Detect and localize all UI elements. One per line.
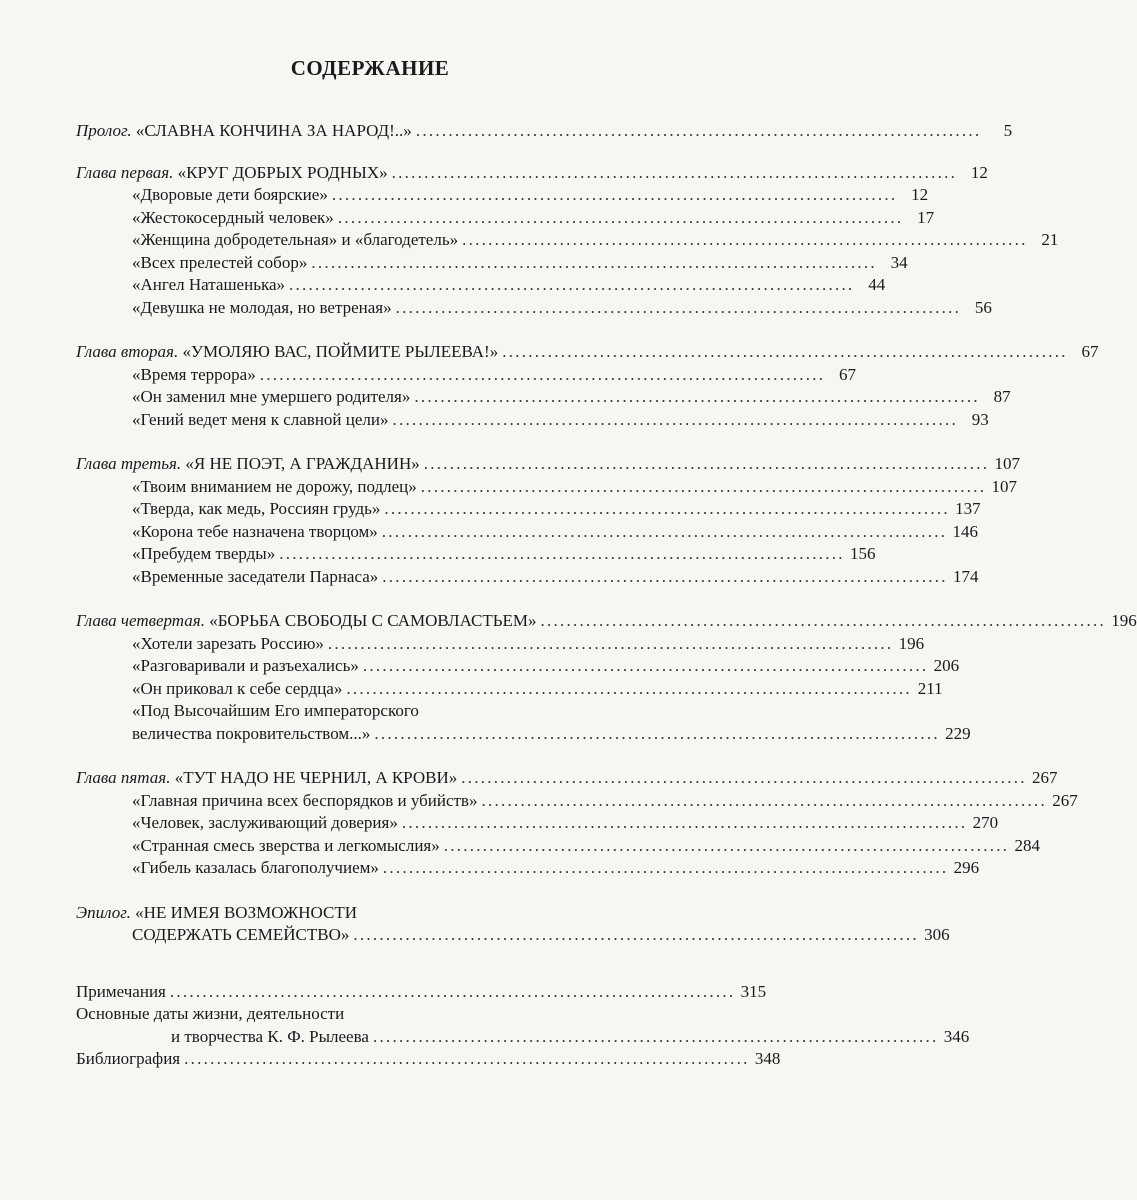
entry-title: «Гений ведет меня к славной цели» <box>132 409 389 429</box>
page-number: 206 <box>933 656 960 675</box>
entry-title: «Он приковал к себе сердца» <box>132 678 343 698</box>
page-number: 21 <box>1041 230 1059 249</box>
toc-entry-section <box>76 678 943 701</box>
page-number: 196 <box>1111 611 1137 630</box>
leader-dots <box>414 386 976 409</box>
page-number: 270 <box>972 813 999 832</box>
page-number: 107 <box>994 454 1020 473</box>
leader-dots <box>421 476 983 499</box>
toc-entry-epilogue <box>76 902 666 925</box>
page-number: 67 <box>838 364 856 384</box>
entry-label: Эпилог. <box>76 902 131 922</box>
toc-entry-section <box>76 790 1078 813</box>
page-number: 12 <box>970 162 988 182</box>
leader-dots <box>338 207 900 230</box>
toc-entry-section <box>76 835 1040 858</box>
entry-title: «Временные заседатели Парнаса» <box>132 566 379 586</box>
entry-title-line1: «НЕ ИМЕЯ ВОЗМОЖНОСТИ <box>135 902 358 922</box>
toc-entry-section <box>76 723 971 746</box>
entry-title: «УМОЛЯЮ ВАС, ПОЙМИТЕ РЫЛЕЕВА!» <box>182 342 499 361</box>
toc-entry-chapter <box>76 610 1137 633</box>
toc-entry-dates <box>76 1026 970 1049</box>
toc-entry-section <box>76 857 980 880</box>
entry-title: «Человек, заслуживающий доверия» <box>132 813 398 832</box>
leader-dots <box>346 678 908 701</box>
entry-title: «Разговаривали и разъехались» <box>132 656 359 675</box>
page-number: 306 <box>924 925 950 944</box>
toc-entry-section <box>76 521 979 544</box>
toc-entry-section <box>76 476 1018 499</box>
entry-title: «КРУГ ДОБРЫХ РОДНЫХ» <box>177 162 388 182</box>
page-number: 17 <box>917 207 935 227</box>
leader-dots <box>384 498 946 521</box>
page-number: 315 <box>740 981 767 1001</box>
page-number: 174 <box>953 566 979 586</box>
toc-entry-section <box>76 566 979 589</box>
leader-dots <box>392 162 954 185</box>
leader-dots <box>393 409 955 432</box>
page-number: 44 <box>868 275 886 294</box>
page-number: 196 <box>898 633 925 653</box>
leader-dots <box>541 610 1103 633</box>
toc-entry-section <box>76 207 935 230</box>
leader-dots <box>424 453 986 476</box>
leader-dots <box>353 924 915 947</box>
entry-title: «Время террора» <box>132 364 256 384</box>
entry-title: «Пребудем тверды» <box>132 544 276 563</box>
entry-title: «Ангел Наташенька» <box>132 275 285 294</box>
entry-title: «Твоим вниманием не дорожу, подлец» <box>132 476 417 496</box>
entry-title-line1: Основные даты жизни, деятельности <box>76 1004 345 1023</box>
leader-dots <box>260 364 822 387</box>
leader-dots <box>383 857 945 880</box>
leader-dots <box>382 566 944 589</box>
leader-dots <box>332 184 894 207</box>
page-number: 87 <box>993 387 1011 406</box>
page-title: СОДЕРЖАНИЕ <box>290 56 450 80</box>
leader-dots <box>402 812 964 835</box>
page-number: 267 <box>1032 768 1058 787</box>
entry-label: Глава вторая. <box>76 342 179 361</box>
page-number: 107 <box>991 476 1018 496</box>
page-number: 34 <box>890 252 908 272</box>
leader-dots <box>289 274 851 297</box>
page-number: 12 <box>911 185 929 204</box>
toc-entry-section <box>76 812 999 835</box>
leader-dots <box>461 767 1023 790</box>
entry-title-line2: величества покровительством...» <box>132 723 371 743</box>
page-number: 348 <box>754 1049 781 1068</box>
table-of-contents <box>76 120 1137 1071</box>
page-number: 56 <box>974 297 992 317</box>
leader-dots <box>373 1026 935 1049</box>
leader-dots <box>481 790 1043 813</box>
leader-dots <box>462 229 1024 252</box>
page-number: 67 <box>1081 342 1099 361</box>
toc-entry-chapter <box>76 767 1058 790</box>
toc-entry-section <box>76 274 886 297</box>
entry-title: «Главная причина всех беспорядков и убийств» <box>132 790 478 810</box>
toc-entry-chapter <box>76 341 1099 364</box>
toc-entry-section <box>76 297 992 320</box>
entry-title: «Всех прелестей собор» <box>132 252 308 272</box>
toc-entry-chapter <box>76 162 988 185</box>
leader-dots <box>311 252 873 275</box>
entry-title: Библиография <box>76 1049 181 1068</box>
entry-label: Глава первая. <box>76 162 174 182</box>
entry-title-line2: СОДЕРЖАТЬ СЕМЕЙСТВО» <box>132 925 350 944</box>
leader-dots <box>416 120 978 143</box>
toc-entry-section <box>76 655 960 678</box>
toc-entry-section <box>76 364 856 387</box>
leader-dots <box>170 981 732 1004</box>
entry-label: Пролог. <box>76 121 132 140</box>
page-number: 229 <box>945 723 971 743</box>
page-number: 284 <box>1014 835 1040 855</box>
leader-dots <box>382 521 944 544</box>
toc-entry-section <box>76 409 989 432</box>
toc-entry-section <box>76 184 929 207</box>
leader-dots <box>444 835 1006 858</box>
leader-dots <box>279 543 841 566</box>
toc-entry-prologue <box>76 120 1013 143</box>
leader-dots <box>184 1048 746 1071</box>
toc-entry-chapter <box>76 453 1020 476</box>
entry-title: «Странная смесь зверства и легкомыслия» <box>132 835 440 855</box>
toc-entry-epilogue-cont <box>76 924 950 947</box>
entry-title: «Хотели зарезать Россию» <box>132 633 324 653</box>
entry-label: Глава пятая. <box>76 768 171 787</box>
entry-title: «Тверда, как медь, Россиян грудь» <box>132 499 381 518</box>
entry-label: Глава третья. <box>76 454 182 473</box>
leader-dots <box>374 723 936 746</box>
leader-dots <box>328 633 890 656</box>
toc-entry-bibliography <box>76 1048 781 1071</box>
entry-title: «Гибель казалась благополучием» <box>132 858 379 877</box>
toc-entry-section <box>76 386 1011 409</box>
page-number: 146 <box>952 521 979 541</box>
page-number: 267 <box>1052 790 1078 810</box>
entry-title-line1: «Под Высочайшим Его императорского <box>132 701 419 720</box>
entry-title-line2: и творчества К. Ф. Рылеева <box>171 1026 369 1046</box>
entry-title: «Дворовые дети боярские» <box>132 185 328 204</box>
entry-title: «Девушка не молодая, но ветреная» <box>132 297 392 317</box>
page-number: 5 <box>1003 121 1013 140</box>
entry-label: Глава четвертая. <box>76 611 205 630</box>
page-number: 296 <box>953 858 980 877</box>
leader-dots <box>502 341 1064 364</box>
entry-title: «БОРЬБА СВОБОДЫ С САМОВЛАСТЬЕМ» <box>209 611 537 630</box>
toc-entry-section <box>76 498 981 521</box>
entry-title: «СЛАВНА КОНЧИНА ЗА НАРОД!..» <box>135 121 412 140</box>
leader-dots <box>363 655 925 678</box>
page-number: 93 <box>971 409 989 429</box>
entry-title: «Корона тебе назначена творцом» <box>132 521 378 541</box>
toc-entry-section <box>76 229 1059 252</box>
toc-entry-section <box>76 633 925 656</box>
page-number: 211 <box>917 678 943 698</box>
leader-dots <box>396 297 958 320</box>
toc-entry-section <box>76 252 908 275</box>
entry-title: Примечания <box>76 981 166 1001</box>
toc-entry-notes <box>76 981 767 1004</box>
entry-title: «Жестокосердный человек» <box>132 207 334 227</box>
page-number: 156 <box>849 544 876 563</box>
page-number: 346 <box>943 1026 970 1046</box>
toc-entry-section <box>76 543 876 566</box>
entry-title: «Я НЕ ПОЭТ, А ГРАЖДАНИН» <box>185 454 420 473</box>
entry-title: «Он заменил мне умершего родителя» <box>132 387 411 406</box>
entry-title: «Женщина добродетельная» и «благодетель» <box>132 230 459 249</box>
page-number: 137 <box>955 499 981 518</box>
entry-title: «ТУТ НАДО НЕ ЧЕРНИЛ, А КРОВИ» <box>174 768 458 787</box>
